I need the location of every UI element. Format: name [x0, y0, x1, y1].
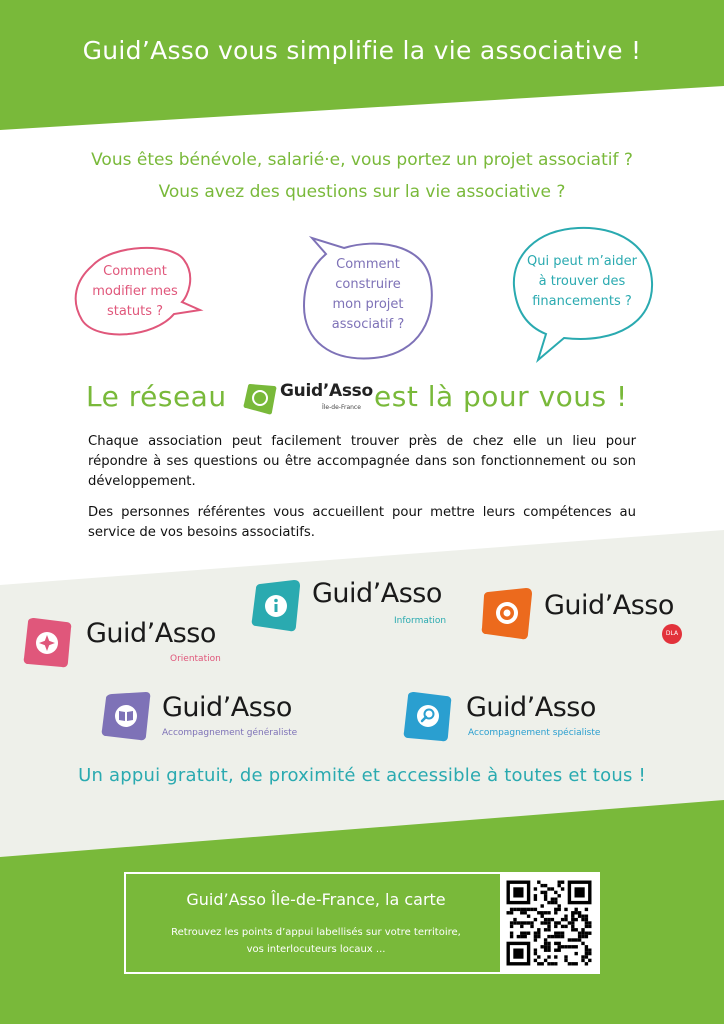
bubble-text-purple: Comment construire mon projet associatif ?	[331, 257, 405, 332]
target-icon	[480, 584, 534, 642]
qr-code-pattern	[500, 874, 598, 972]
intro-line-2: Vous avez des questions sur la vie associative ?	[158, 182, 566, 202]
network-title-right: est là pour vous !	[374, 380, 628, 413]
paragraph-2: Des personnes référentes vous accueillent pour mettre leurs compétences au service de vos besoins associatifs.	[88, 505, 636, 540]
network-title-left: Le réseau	[86, 380, 227, 413]
leaf-compass-icon	[242, 380, 278, 416]
qr-code[interactable]	[500, 874, 598, 972]
logo-subtitle: Accompagnement spécialiste	[468, 728, 601, 738]
book-icon	[100, 688, 152, 744]
dla-badge: DLA	[662, 624, 682, 644]
map-title: Guid’Asso Île-de-France, la carte	[186, 890, 446, 909]
logo-wordmark: Guid’Asso	[280, 381, 373, 401]
tagline: Un appui gratuit, de proximité et accessible à toutes et tous !	[78, 765, 646, 786]
bubble-text-teal: Qui peut m’aider à trouver des financements ?	[527, 254, 637, 309]
logo-subtitle: Accompagnement généraliste	[162, 728, 298, 738]
logo-subtitle: Île-de-France	[322, 404, 361, 411]
logo-dla	[480, 584, 690, 646]
map-box[interactable]	[124, 872, 600, 974]
logo-wordmark: Guid’Asso	[86, 618, 216, 649]
logo-wordmark: Guid’Asso	[544, 590, 674, 621]
logo-wordmark: Guid’Asso	[466, 692, 596, 723]
bubble-text-pink: Comment modifier mes statuts ?	[92, 264, 178, 319]
logo-generaliste	[100, 688, 320, 748]
logo-information	[250, 576, 460, 636]
map-description: Retrouvez les points d’appui labellisés sur votre territoire, vos interlocuteurs locaux ...	[171, 927, 461, 955]
logo-subtitle: Orientation	[170, 654, 221, 664]
guidasso-idf-logo	[242, 378, 372, 420]
logo-orientation	[22, 612, 232, 672]
intro-line-1: Vous êtes bénévole, salarié·e, vous portez un projet associatif ?	[91, 150, 633, 170]
compass-icon	[22, 614, 74, 670]
info-icon	[250, 578, 302, 634]
header-title: Guid’Asso vous simplifie la vie associative !	[82, 36, 642, 65]
paragraph-1: Chaque association peut facilement trouver près de chez elle un lieu pour répondre à ses questions ou être accompagnée dans son fonctionnement ou son développement.	[88, 434, 636, 489]
logo-subtitle: Information	[394, 616, 447, 626]
logo-specialiste	[402, 688, 622, 748]
magnifier-icon	[402, 688, 454, 744]
logo-wordmark: Guid’Asso	[312, 578, 442, 609]
header-band	[0, 0, 724, 130]
logo-wordmark: Guid’Asso	[162, 692, 292, 723]
